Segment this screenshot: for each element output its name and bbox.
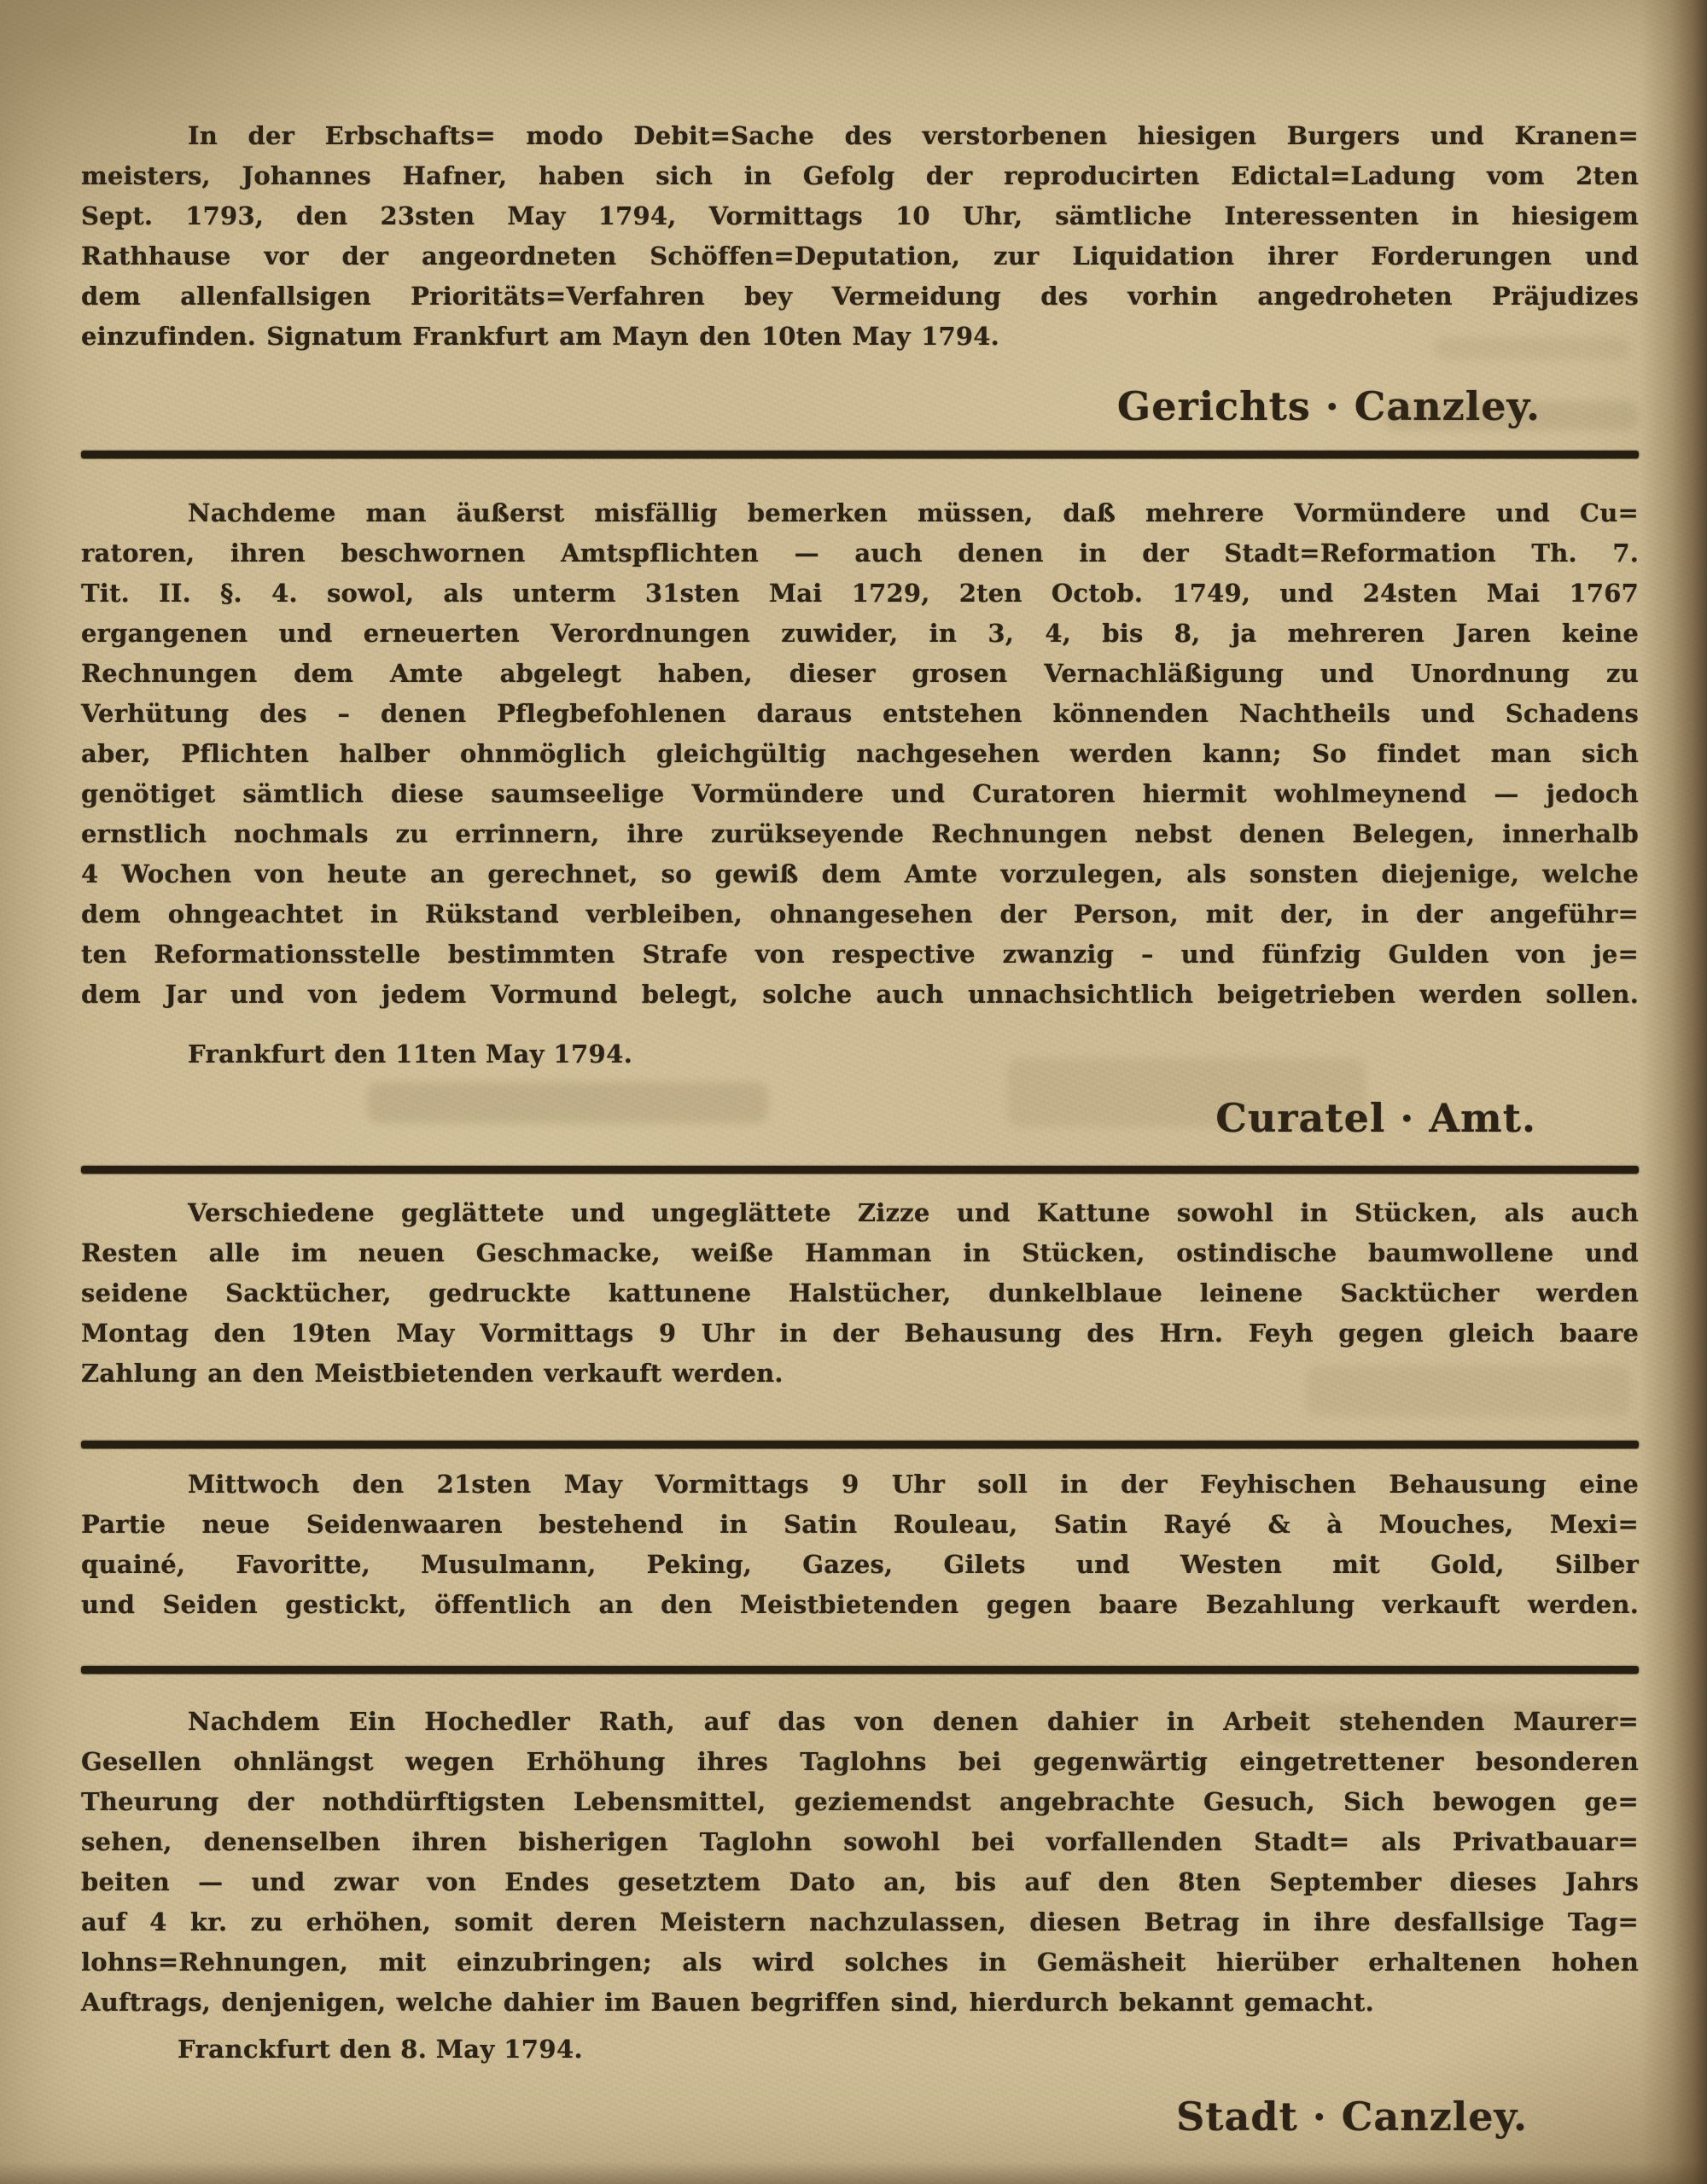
text-line: dem allenfallsigen Prioritäts=Verfahren bey Vermeidung des vorhin angedroheten Präjudizes xyxy=(81,282,1639,311)
text-line: Mittwoch den 21sten May Vormittags 9 Uhr soll in der Feyhischen Behausung eine xyxy=(188,1470,1639,1499)
text-line: genötiget sämtlich diese saumseelige Vormündere und Curatoren hiermit wohlmeynend — jedoch xyxy=(81,779,1639,808)
signature-gerichts-canzley: Gerichts · Canzley. xyxy=(1116,383,1541,429)
text-line: einzufinden. Signatum Frankfurt am Mayn den 10ten May 1794. xyxy=(81,322,999,351)
text-line: Montag den 19ten May Vormittags 9 Uhr in der Behausung des Hrn. Feyh gegen gleich baare xyxy=(81,1319,1639,1348)
notice-auction-kattune-paragraph xyxy=(81,1193,1639,1394)
text-line: ten Reformationsstelle bestimmten Strafe von respective zwanzig – und fünfzig Gulden von je= xyxy=(81,940,1639,969)
notice-curatel-amt-paragraph xyxy=(81,493,1639,1015)
text-line: Rathhause vor der angeordneten Schöffen=Deputation, zur Liquidation ihrer Forderungen und xyxy=(81,242,1639,271)
text-line: Sept. 1793, den 23sten May 1794, Vormittags 10 Uhr, sämtliche Interessenten in hiesigem xyxy=(81,201,1639,230)
signature-curatel-amt: Curatel · Amt. xyxy=(1215,1095,1536,1141)
text-line: sehen, denenselben ihren bisherigen Taglohn sowohl bei vorfallenden Stadt= als Privatbauar= xyxy=(81,1827,1639,1856)
text-line: Nachdeme man äußerst misfällig bemerken müssen, daß mehrere Vormündere und Cu= xyxy=(188,498,1639,527)
text-line: Resten alle im neuen Geschmacke, weiße Hamman in Stücken, ostindische baumwollene und xyxy=(81,1238,1639,1267)
dateline-stadt-canzley: Franckfurt den 8. May 1794. xyxy=(178,2035,584,2064)
signature-stadt-canzley: Stadt · Canzley. xyxy=(1176,2094,1528,2140)
text-line: ergangenen und erneuerten Verordnungen zuwider, in 3, 4, bis 8, ja mehreren Jaren keine xyxy=(81,619,1639,648)
section-divider xyxy=(81,1166,1639,1174)
section-divider xyxy=(81,451,1639,458)
dateline-curatel-amt: Frankfurt den 11ten May 1794. xyxy=(188,1040,633,1069)
text-line: lohns=Rehnungen, mit einzubringen; als wird solches in Gemäsheit hierüber erhaltenen hohen xyxy=(81,1948,1639,1977)
text-line: aber, Pflichten halber ohnmöglich gleichgültig nachgesehen werden kann; So findet man sich xyxy=(81,739,1639,768)
page-curl-edge xyxy=(1640,0,1707,2184)
text-line: Zahlung an den Meistbietenden verkauft werden. xyxy=(81,1359,784,1388)
text-line: seidene Sacktücher, gedruckte kattunene Halstücher, dunkelblaue leinene Sacktücher werden xyxy=(81,1278,1639,1307)
text-line: ratoren, ihren beschwornen Amtspflichten — auch denen in der Stadt=Reformation Th. 7. xyxy=(81,539,1639,568)
notice-stadt-canzley-paragraph xyxy=(81,1702,1639,2023)
text-line: In der Erbschafts= modo Debit=Sache des verstorbenen hiesigen Burgers und Kranen= xyxy=(188,121,1639,150)
text-line: auf 4 kr. zu erhöhen, somit deren Meistern nachzulassen, diesen Betrag in ihre desfallsige Tag= xyxy=(81,1907,1639,1936)
text-line: Rechnungen dem Amte abgelegt haben, dieser grosen Vernachläßigung und Unordnung zu xyxy=(81,659,1639,688)
section-divider xyxy=(81,1666,1639,1674)
text-line: Verschiedene geglättete und ungeglättete Zizze und Kattune sowohl in Stücken, als auch xyxy=(188,1198,1639,1227)
notice-gerichts-canzley-paragraph xyxy=(81,116,1639,357)
text-line: Tit. II. §. 4. sowol, als unterm 31sten Mai 1729, 2ten Octob. 1749, und 24sten Mai 1767 xyxy=(81,579,1639,608)
section-divider xyxy=(81,1441,1639,1448)
text-line: quainé, Favoritte, Musulmann, Peking, Gazes, Gilets und Westen mit Gold, Silber xyxy=(81,1550,1639,1579)
text-line: Theurung der nothdürftigsten Lebensmittel, geziemendst angebrachte Gesuch, Sich bewogen ge= xyxy=(81,1787,1639,1816)
text-line: dem ohngeachtet in Rükstand verbleiben, ohnangesehen der Person, mit der, in der angeführ= xyxy=(81,900,1639,929)
notice-auction-seidenwaaren-paragraph xyxy=(81,1465,1639,1625)
text-line: 4 Wochen von heute an gerechnet, so gewiß dem Amte vorzulegen, als sonsten diejenige, welche xyxy=(81,859,1639,888)
text-line: Partie neue Seidenwaaren bestehend in Satin Rouleau, Satin Rayé & à Mouches, Mexi= xyxy=(81,1510,1639,1539)
text-line: meisters, Johannes Hafner, haben sich in Gefolg der reproducirten Edictal=Ladung vom 2ten xyxy=(81,161,1639,190)
text-line: ernstlich nochmals zu errinnern, ihre zurükseyende Rechnungen nebst denen Belegen, innerhalb xyxy=(81,819,1639,848)
text-line: Auftrags, denjenigen, welche dahier im Bauen begriffen sind, hierdurch bekannt gemacht. xyxy=(81,1988,1374,2017)
page-bottom-shadow xyxy=(0,2162,1707,2184)
text-line: beiten — und zwar von Endes gesetztem Dato an, bis auf den 8ten September dieses Jahrs xyxy=(81,1867,1639,1896)
text-block xyxy=(81,0,1639,2184)
text-line: Verhütung des – denen Pflegbefohlenen daraus entstehen könnenden Nachtheils und Schadens xyxy=(81,699,1639,728)
text-line: dem Jar und von jedem Vormund belegt, solche auch unnachsichtlich beigetrieben werden sollen. xyxy=(81,980,1639,1009)
text-line: Nachdem Ein Hochedler Rath, auf das von denen dahier in Arbeit stehenden Maurer= xyxy=(188,1707,1639,1736)
text-line: und Seiden gestickt, öffentlich an den Meistbietenden gegen baare Bezahlung verkauft werden. xyxy=(81,1590,1639,1619)
text-line: Gesellen ohnlängst wegen Erhöhung ihres Taglohns bei gegenwärtig eingetrettener besonderen xyxy=(81,1747,1639,1776)
